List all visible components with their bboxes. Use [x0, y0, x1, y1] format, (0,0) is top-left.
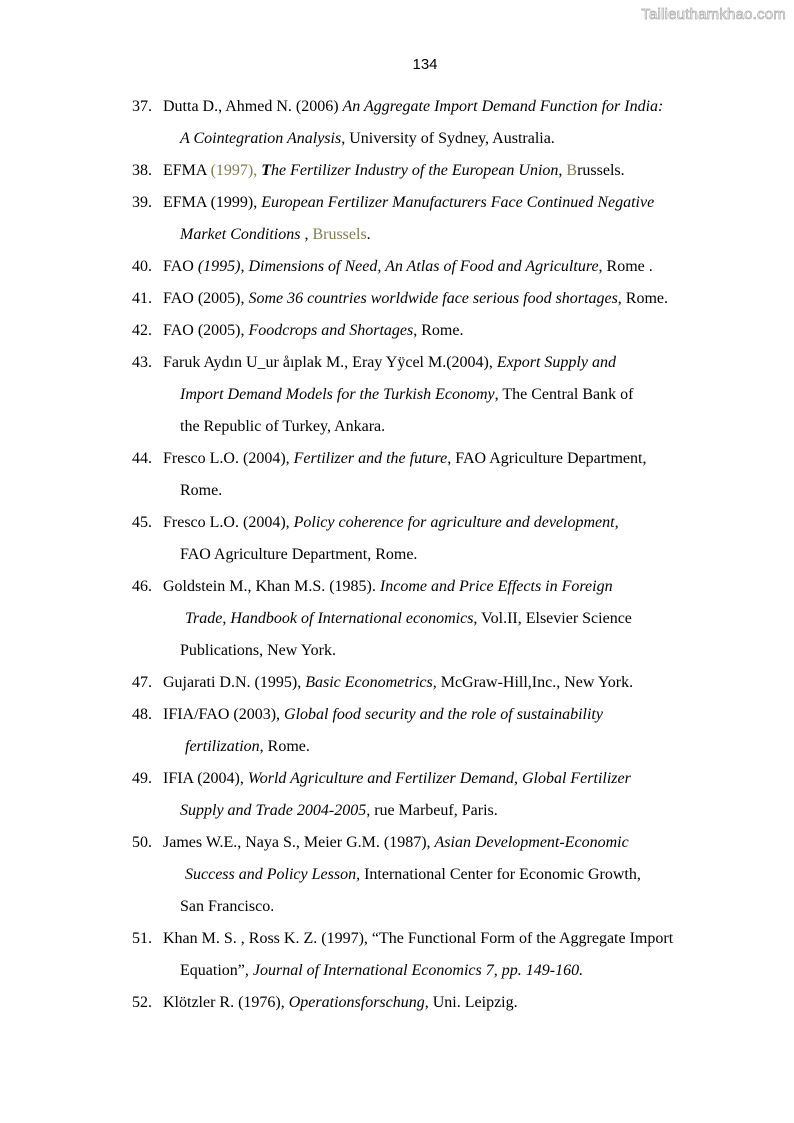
- reference-37: [0, 91, 794, 155]
- reference-46: [0, 571, 794, 667]
- reference-text: Dutta D., Ahmed N. (2006): [163, 98, 343, 115]
- reference-text: McGraw-Hill,Inc., New York.: [436, 674, 634, 691]
- reference-title: Some 36 countries worldwide face serious food shortages,: [248, 290, 622, 307]
- reference-text: Goldstein M., Khan M.S. (1985).: [163, 578, 380, 595]
- page-number: 134: [412, 56, 438, 73]
- reference-44: [0, 443, 794, 507]
- reference-title: Trade: [185, 610, 223, 627]
- reference-number: 46.: [132, 578, 152, 595]
- reference-number: 38.: [132, 162, 152, 179]
- reference-title: A Cointegration Analysis: [180, 130, 342, 147]
- reference-number: 42.: [132, 322, 152, 339]
- reference-38: [0, 155, 794, 187]
- reference-text: Equation”: [180, 962, 245, 979]
- reference-title: Handbook of International economics: [230, 610, 474, 627]
- reference-number: 51.: [132, 930, 152, 947]
- reference-42: [0, 315, 794, 347]
- reference-text: ,: [513, 770, 522, 787]
- reference-text: Fresco L.O. (2004),: [163, 514, 294, 531]
- reference-title: An Aggregate Import Demand Function for India:: [342, 98, 664, 115]
- reference-number: 43.: [132, 354, 152, 371]
- reference-text: James W.E., Naya S., Meier G.M. (1987),: [163, 834, 435, 851]
- reference-text: Rome.: [180, 482, 223, 499]
- reference-text: EFMA: [163, 162, 211, 179]
- reference-text: rue Marbeuf, Paris.: [370, 802, 498, 819]
- reference-title: Foodcrops and Shortages: [248, 322, 414, 339]
- reference-title-initial: T: [261, 162, 272, 179]
- reference-text: Fresco L.O. (2004),: [163, 450, 294, 467]
- reference-title: World Agriculture and Fertilizer Demand: [247, 770, 514, 787]
- reference-text: ,: [300, 226, 313, 243]
- reference-text: Publications, New York.: [180, 642, 337, 659]
- reference-title: (1995), Dimensions of Need, An Atlas of Food and Agriculture: [197, 258, 599, 275]
- reference-text: Faruk Aydın U_ur åıplak M., Eray Yÿcel M.(2004),: [163, 354, 497, 371]
- reference-title: Global Fertilizer: [521, 770, 631, 787]
- reference-text: Gujarati D.N. (1995),: [163, 674, 306, 691]
- reference-number: 48.: [132, 706, 152, 723]
- reference-text: , Uni. Leipzig.: [424, 994, 518, 1011]
- reference-text: EFMA (1999),: [163, 194, 262, 211]
- reference-title: Success and Policy Lesson,: [185, 866, 361, 883]
- reference-text: .: [366, 226, 371, 243]
- reference-title: he Fertilizer Industry of the European Union,: [271, 162, 563, 179]
- reference-text: International Center for Economic Growth,: [360, 866, 641, 883]
- reference-39: [0, 187, 794, 251]
- reference-text: ,: [222, 610, 231, 627]
- reference-title: Asian Development-Economic: [434, 834, 629, 851]
- reference-number: 40.: [132, 258, 152, 275]
- reference-text: Rome.: [621, 290, 669, 307]
- reference-text: the Republic of Turkey, Ankara.: [180, 418, 386, 435]
- watermark: Tailieuthamkhao.com: [641, 6, 786, 23]
- reference-title: Supply and Trade 2004-2005,: [180, 802, 371, 819]
- reference-text: IFIA/FAO (2003),: [163, 706, 285, 723]
- reference-text: San Francisco.: [180, 898, 275, 915]
- reference-text: , Vol.II, Elsevier Science: [473, 610, 632, 627]
- reference-title: Global food security and the role of sustainability: [284, 706, 603, 723]
- reference-number: 45.: [132, 514, 152, 531]
- reference-title: Fertilizer and the future,: [293, 450, 452, 467]
- reference-text: IFIA (2004),: [163, 770, 248, 787]
- reference-text: FAO Agriculture Department, Rome.: [180, 546, 418, 563]
- reference-number: 50.: [132, 834, 152, 851]
- reference-year: (1997),: [210, 162, 262, 179]
- reference-text: FAO (2005),: [163, 322, 249, 339]
- reference-list: [0, 91, 794, 1019]
- reference-40: [0, 251, 794, 283]
- reference-number: 52.: [132, 994, 152, 1011]
- reference-48: [0, 699, 794, 763]
- reference-text: , Rome.: [413, 322, 464, 339]
- reference-title: Policy coherence for agriculture and development,: [293, 514, 619, 531]
- reference-text: , The Central Bank of: [494, 386, 634, 403]
- reference-title: Market Conditions: [180, 226, 301, 243]
- reference-title: European Fertilizer Manufacturers Face Continued Negative: [261, 194, 655, 211]
- reference-43: [0, 347, 794, 443]
- reference-place: Brussels: [312, 226, 367, 243]
- reference-text: FAO Agriculture Department,: [451, 450, 647, 467]
- reference-title: fertilization: [185, 738, 260, 755]
- reference-text: , Rome .: [598, 258, 653, 275]
- reference-number: 41.: [132, 290, 152, 307]
- reference-51: [0, 923, 794, 987]
- reference-title: , Journal of International Economics 7, pp. 149-160.: [244, 962, 584, 979]
- reference-text: , University of Sydney, Australia.: [341, 130, 555, 147]
- reference-title: Export Supply and: [496, 354, 616, 371]
- reference-47: [0, 667, 794, 699]
- reference-41: [0, 283, 794, 315]
- reference-52: [0, 987, 794, 1019]
- reference-number: 39.: [132, 194, 152, 211]
- reference-title: Import Demand Models for the Turkish Economy: [180, 386, 495, 403]
- reference-number: 37.: [132, 98, 152, 115]
- reference-text: russels.: [577, 162, 625, 179]
- reference-text: , Rome.: [259, 738, 310, 755]
- reference-50: [0, 827, 794, 923]
- reference-number: 47.: [132, 674, 152, 691]
- reference-number: 44.: [132, 450, 152, 467]
- reference-49: [0, 763, 794, 827]
- reference-45: [0, 507, 794, 571]
- reference-title: Basic Econometrics,: [305, 674, 437, 691]
- reference-text: FAO: [163, 258, 198, 275]
- reference-place-initial: B: [562, 162, 578, 179]
- reference-title: Operationsforschung: [288, 994, 425, 1011]
- reference-text: FAO (2005),: [163, 290, 249, 307]
- reference-text: Khan M. S. , Ross K. Z. (1997), “The Functional Form of the Aggregate Import: [163, 930, 674, 947]
- reference-number: 49.: [132, 770, 152, 787]
- reference-title: Income and Price Effects in Foreign: [379, 578, 613, 595]
- reference-text: Klötzler R. (1976),: [163, 994, 289, 1011]
